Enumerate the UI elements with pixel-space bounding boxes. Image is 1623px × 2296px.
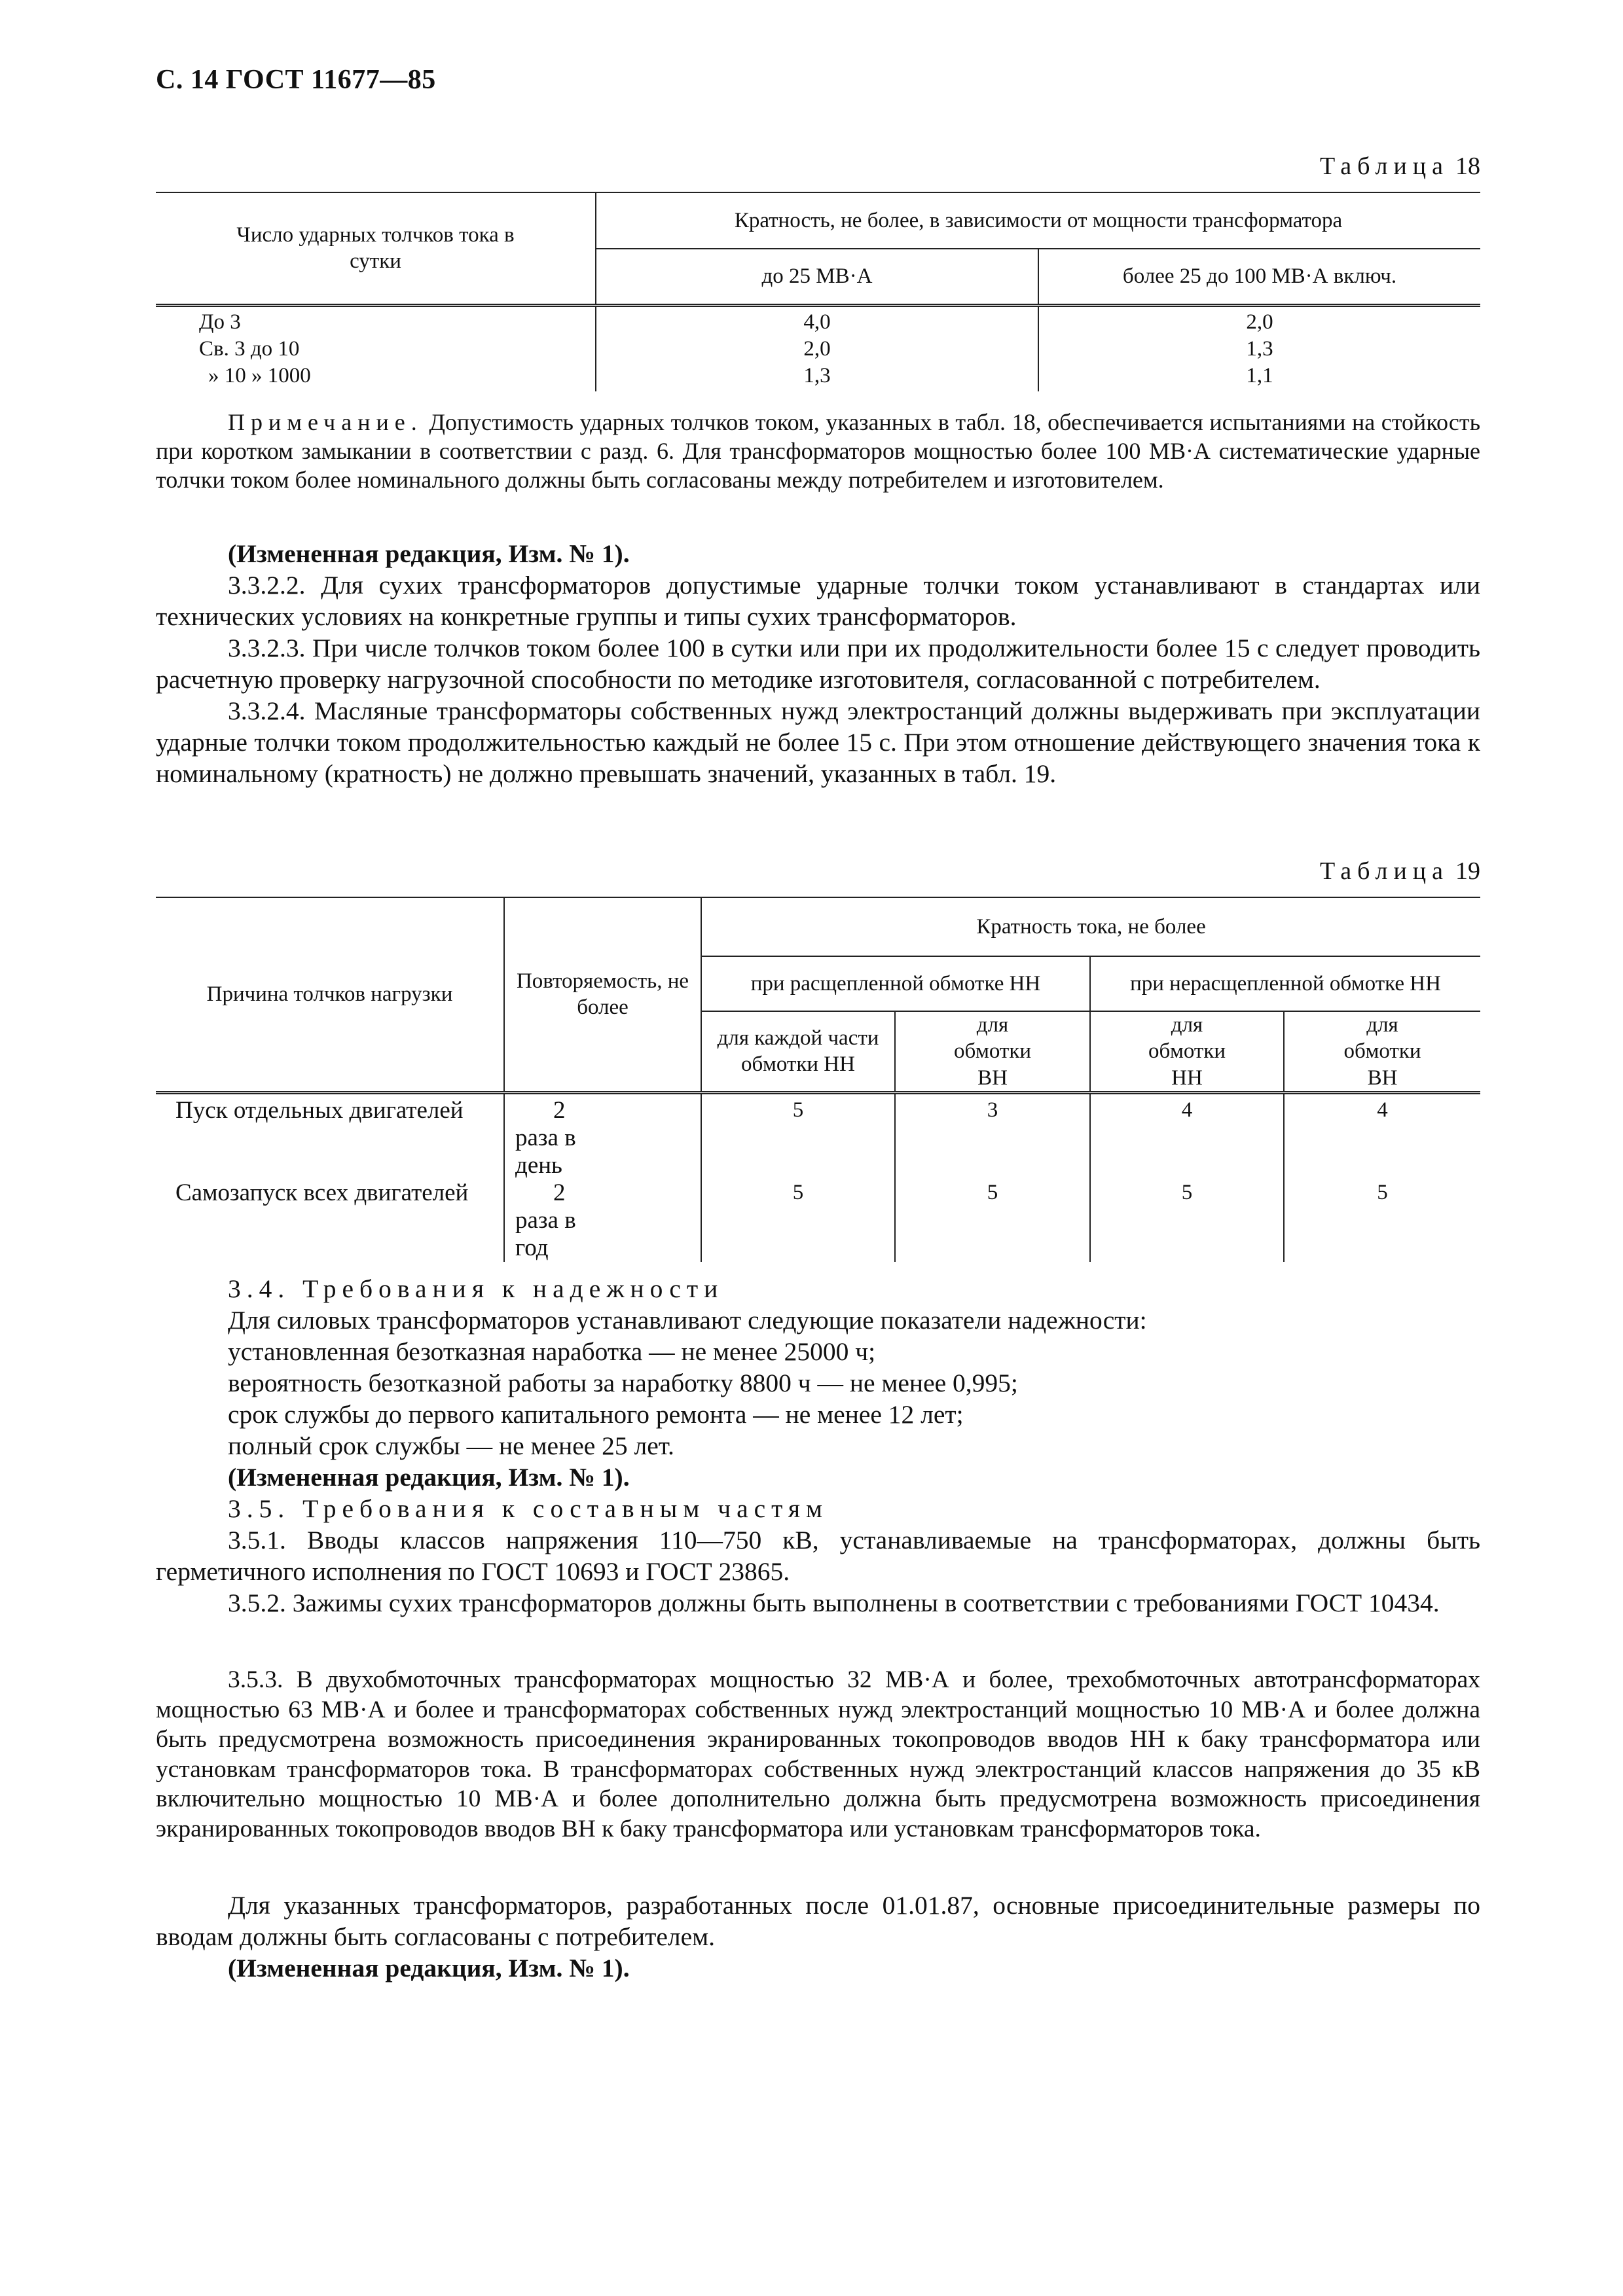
section-3-3-2 [156,538,1480,789]
paragraph-3-5-2: 3.5.2. Зажимы сухих трансформаторов должны быть выполнены в соответствии с требованиями ГОСТ 10434. [228,1588,1440,1617]
table-18-caption [1320,152,1480,181]
table-18-group-header: Кратность, не более, в зависимости от мощности трансформатора [596,192,1480,249]
table-18 [156,192,1480,391]
table-19-col-header-frequency: Повторяемость, не более [504,897,701,1092]
table-18-note [156,408,1480,494]
row-value: 5 [1090,1179,1284,1262]
row-cause: Самозапуск всех двигателей [156,1179,504,1262]
table-caption-number: 18 [1455,152,1480,180]
paragraph-3-3-2-2: 3.3.2.2. Для сухих трансформаторов допустимые ударные толчки током устанавливают в стандартах или технических условиях на конкретные группы и типы сухих трансформаторов. [156,571,1480,631]
row-value: 4 [1090,1092,1284,1179]
amendment-note: (Измененная редакция, Изм. № 1). [228,1954,630,1982]
table-caption-word: Таблица [1319,857,1449,885]
row-value: 5 [701,1179,895,1262]
row-value: 3 [895,1092,1090,1179]
table-row [156,305,1480,335]
table-19-leaf-header: для каждой части обмотки НН [701,1011,895,1092]
table-row [156,363,1480,391]
page-header: С. 14 ГОСТ 11677—85 [156,65,436,95]
table-19-col-header-cause: Причина толчков нагрузки [156,897,504,1092]
table-19-leaf-header: для обмотки НН [1090,1011,1284,1092]
row-frequency: 2 раза в год [504,1179,701,1262]
note-text: Допустимость ударных толчков током, указанных в табл. 18, обеспечивается испытаниями на стойкость при коротком замыкании в соответствии с разд. 6. Для трансформаторов мощностью более 100 МВ·А систематические ударные толчки током более номинального должны быть согласованы между потребителем и изготовителем. [156,409,1481,493]
row-cause: Пуск отдельных двигателей [156,1092,504,1179]
section-title-3-4: 3.4. Требования к надежности [228,1274,724,1303]
list-item: полный срок службы — не менее 25 лет. [228,1431,674,1460]
row-value: 4,0 [596,305,1038,335]
section-3-5-3 [156,1665,1480,1844]
table-row [156,1179,1480,1262]
list-item: срок службы до первого капитального ремонта — не менее 12 лет; [228,1400,964,1429]
paragraph-3-3-2-3: 3.3.2.3. При числе толчков током более 100 в сутки или при их продолжительности более 15 с следует проводить расчетную проверку нагрузочной способности по методике изготовителя, согласованной с потребителем. [156,634,1480,694]
section-3-4 [156,1273,1480,1619]
table-row [156,1092,1480,1179]
row-value: 1,1 [1246,364,1273,387]
table-19 [156,897,1480,1262]
table-19-subheader-nonsplit: при нерасщепленной обмотке НН [1090,956,1480,1011]
row-value: 5 [701,1092,895,1179]
paragraph-3-5-1: 3.5.1. Вводы классов напряжения 110—750 кВ, устанавливаемые на трансформаторах, должны быть герметичного исполнения по ГОСТ 10693 и ГОСТ 23865. [156,1526,1480,1586]
table-caption-word: Таблица [1319,152,1449,180]
paragraph-3-3-2-4: 3.3.2.4. Масляные трансформаторы собственных нужд электростанций должны выдерживать при эксплуатации ударные толчки током продолжительностью каждый не более 15 с. При этом отношение действующего значения тока к номинальному (кратность) не должно превышать значений, указанных в табл. 19. [156,696,1480,788]
table-18-subheader-2: более 25 до 100 МВ·А включ. [1038,249,1480,305]
table-row [156,335,1480,363]
reliability-intro: Для силовых трансформаторов устанавливают следующие показатели надежности: [228,1306,1147,1335]
row-value: 2,0 [1246,310,1273,334]
row-value: 5 [1377,1180,1388,1204]
row-value: 2,0 [596,335,1038,363]
row-value: 5 [895,1179,1090,1262]
paragraph-3-5-3: 3.5.3. В двухобмоточных трансформаторах мощностью 32 МВ·А и более, трехобмоточных автотрансформаторах мощностью 63 МВ·А и более и трансформаторах собственных нужд электростанций мощностью 10 МВ·А и более должна быть предусмотрена возможность присоединения экранированных токопроводов вводов НН к баку трансформатора или установкам трансформаторов тока. В трансформаторах собственных нужд электростанций классов напряжения до 35 кВ включительно мощностью 10 МВ·А и более дополнительно должна быть предусмотрена возможность присоединения экранированных токопроводов вводов ВН к баку трансформатора или установкам трансформаторов тока. [156,1666,1480,1842]
section-3-5-3-cont [156,1890,1480,1984]
table-19-leaf-header: для обмотки ВН [895,1011,1090,1092]
list-item: установленная безотказная наработка — не менее 25000 ч; [228,1337,876,1366]
row-label: » 10 » 1000 [156,363,596,391]
amendment-note: (Измененная редакция, Изм. № 1). [228,539,630,568]
note-label: Примечание. [228,409,423,435]
row-label: Св. 3 до 10 [156,335,596,363]
table-19-subheader-split: при расщепленной обмотке НН [701,956,1090,1011]
row-label: До 3 [156,305,596,335]
row-value: 4 [1377,1098,1388,1122]
paragraph-3-5-3-b: Для указанных трансформаторов, разработанных после 01.01.87, основные присоединительные размеры по вводам должны быть согласованы с потребителем. [156,1891,1480,1951]
section-title-3-5: 3.5. Требования к составным частям [228,1494,829,1523]
table-19-caption [1320,857,1480,886]
row-frequency: 2 раза в день [504,1092,701,1179]
row-value: 1,3 [596,363,1038,391]
amendment-note: (Измененная редакция, Изм. № 1). [228,1463,630,1492]
table-caption-number: 19 [1455,857,1480,885]
table-19-leaf-header: для обмотки ВН [1284,1011,1480,1092]
row-value: 1,3 [1246,336,1273,361]
table-18-subheader-1: до 25 МВ·А [596,249,1038,305]
table-18-col-header-shocks: Число ударных толчков тока в сутки [156,192,596,305]
table-19-group-header: Кратность тока, не более [701,897,1480,956]
list-item: вероятность безотказной работы за наработку 8800 ч — не менее 0,995; [228,1369,1018,1397]
